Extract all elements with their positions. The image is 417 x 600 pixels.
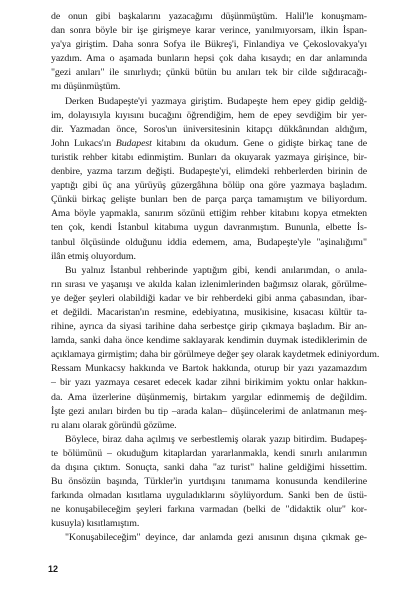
- book-title: Budapest: [115, 137, 152, 149]
- paragraph: [51, 433, 367, 532]
- text-line: dan sonra böyle bir işe girişmeye karar verince, yanılmıyorsam, ilkin İspan-: [51, 25, 367, 37]
- text-line: Bu önsözün başında, Türkler'in yurtdışını tanımama konusunda kendilerine: [51, 476, 367, 488]
- text-line: yazdım. Ama o aşamada bunların hepsi çok daha kısaydı; en dar anlamında: [51, 53, 367, 65]
- text-line: rın sırası ve yaşanışı ve akılda kalan izlenimlerinden bağımsız olarak, görülme-: [51, 278, 367, 290]
- text-line: ne konuşabileceğim şeyleri farkına varmadan (belki de "didaktik olur" kor-: [51, 504, 367, 516]
- text-line: "gezi anıları" ile sınırlıydı; çünkü bütün bu anıları tek bir cilde sığdıracağı-: [51, 67, 367, 79]
- text-line: "Konuşabileceğim" deyince, dar anlamda gezi anısının dışına çıkmak ge-: [65, 532, 367, 544]
- text-line: denbire, yazma tarzım değişti. Budapeşte'yi, elimdeki rehberlerden birinin de: [51, 166, 367, 178]
- text-line: farkında olmadan kısıtlama uyguladıklarını söylüyordum. Sanki ben de üstü-: [51, 490, 367, 502]
- text-line: im, dolayısıyla kıyısını bucağını öğrendiğim, hem de epey sevdiğim bir yer-: [51, 109, 367, 121]
- body-text: [51, 10, 380, 546]
- text-line: John Lukacs'ın Budapest kitabını da okudum. Gene o gidişte birkaç tane de: [51, 137, 367, 149]
- paragraph: [51, 95, 367, 264]
- paragraph: [51, 264, 380, 433]
- text-line: dir. Yazmadan önce, Soros'un üniversitesinin kitapçı dükkânından aldığım,: [51, 123, 367, 135]
- text-line: tanbul ölçüsünde olduğunu iddia edemem, ama, Budapeşte'yle "aşinalığımı": [51, 236, 367, 248]
- text-line: ya'ya giriştim. Daha sonra Sofya ile Bükreş'i, Finlandiya ve Çekoslovakya'yı: [51, 39, 367, 51]
- text-line: rihine, ayrıca da siyasi tarihine daha serbestçe girip çıkmaya başladım. Bir an-: [51, 321, 367, 333]
- text-line: Derken Budapeşte'yi yazmaya giriştim. Budapeşte hem epey gidip geldiğ-: [65, 95, 367, 107]
- text-line: yaptığı gibi üç ana yürüyüş güzergâhına bölüp ona göre yazmaya başladım.: [51, 180, 367, 192]
- text-line: ye değer şeyleri olabildiği kadar ve bir rehberdeki gibi anma çabasından, ibar-: [51, 292, 367, 304]
- text-line: da. Ama üzerlerine düşünmemiş, birtakım yargılar edinmemiş de değildim.: [51, 391, 367, 403]
- paragraph: [51, 531, 367, 545]
- text-line: mı düşünmüştüm.: [51, 81, 121, 93]
- text-line: lamda, sanki daha önce kendime saklayarak kendimin duymak istediklerimin de: [51, 335, 367, 347]
- text-line: de onun gibi başkalarını yazacağımı düşünmüştüm. Halil'le konuşmam-: [51, 11, 367, 22]
- text-line: açıklamaya girmiştim; daha bir görülmeye değer şey olarak kaydetmek ediniyordum.: [51, 349, 380, 361]
- text-line: ten çok, kendi İstanbul kitabıma uygun davranmıştım. Bununla, elbette İs-: [51, 222, 367, 234]
- text-line: te bölümünü – okuduğum kitaplardan yararlanmakla, kendi sınırlı anılarımın: [51, 447, 367, 459]
- text-line: da dışına çıktım. Sonuçta, sanki daha "az turist" haline geldiğimi hissettim.: [51, 462, 367, 473]
- text-line: Bu yalnız İstanbul rehberinde yaptığım gibi, kendi anılarımdan, o anıla-: [65, 264, 367, 276]
- text-line: Çünkü birkaç gelişte bunları ben de parça parça tamamıştım ve biliyordum.: [51, 194, 367, 206]
- text-line: kusuyla) kısıtlamıştım.: [51, 518, 140, 530]
- text-line: İşte gezi anıları birden bu tip –arada kalan– düşüncelerimi de anlatmanın meş-: [51, 405, 367, 417]
- page-number: 12: [48, 564, 59, 574]
- text-line: – bir yazı yazmaya cesaret edecek kadar zihni birikimim yoktu onlar hakkın-: [51, 377, 367, 389]
- text-line: et değildi. Macaristan'ın resmine, edebiyatına, musikisine, kısacası kültür ta-: [51, 306, 367, 318]
- text-line: Ama böyle yapmakla, sanırım sözünü ettiğim rehber kitabını kopya etmekten: [51, 208, 367, 220]
- text-line: ilân etmiş oluyordum.: [51, 250, 136, 262]
- paragraph: [51, 10, 367, 95]
- text-line: Ressam Munkacsy hakkında ve Bartok hakkında, oturup bir yazı yazamazdım: [51, 363, 367, 375]
- text-line: Böylece, biraz daha açılmış ve serbestlemiş olarak yazıp bitirdim. Budapeş-: [65, 433, 367, 445]
- text-line: turistik rehber kitabı edinmiştim. Bunları da okuyarak yazmaya girişince, bir-: [51, 151, 367, 163]
- text-line: ru alanı olarak göründü gözüme.: [51, 419, 177, 431]
